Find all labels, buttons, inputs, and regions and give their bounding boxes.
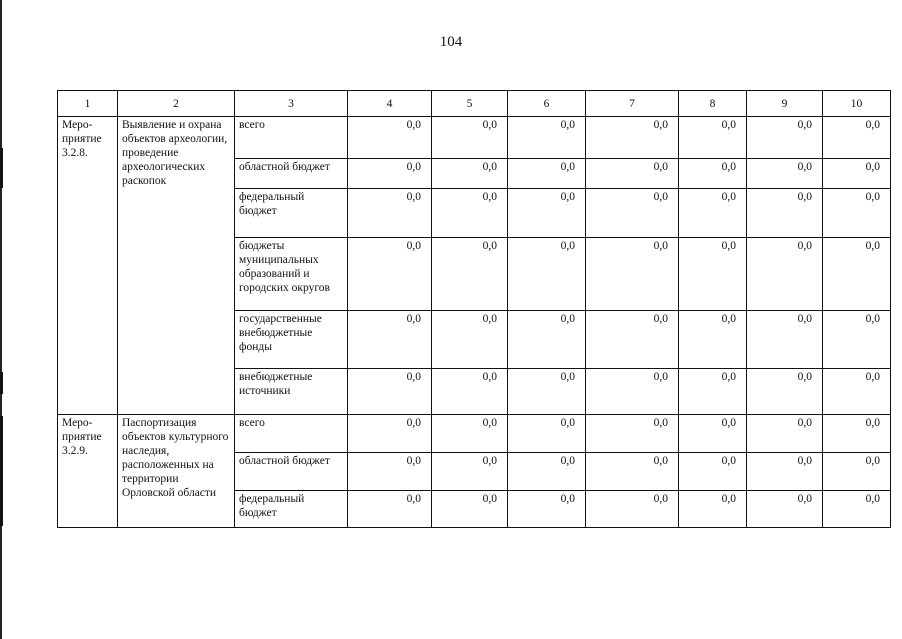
table-row xyxy=(58,117,891,159)
value-cell: 0,0 xyxy=(586,415,679,453)
value-cell: 0,0 xyxy=(586,238,679,311)
value-cell: 0,0 xyxy=(432,311,508,369)
value-cell: 0,0 xyxy=(823,415,891,453)
value-cell: 0,0 xyxy=(348,117,432,159)
value-cell: 0,0 xyxy=(348,491,432,528)
value-cell: 0,0 xyxy=(508,159,586,189)
activity-code-cell: Меро-приятие 3.2.8. xyxy=(58,117,118,415)
scan-edge-line xyxy=(0,0,2,639)
value-cell: 0,0 xyxy=(586,491,679,528)
value-cell: 0,0 xyxy=(508,238,586,311)
column-header: 1 xyxy=(58,91,118,117)
value-cell: 0,0 xyxy=(432,117,508,159)
activity-code-cell: Меро-приятие 3.2.9. xyxy=(58,415,118,528)
value-cell: 0,0 xyxy=(823,311,891,369)
value-cell: 0,0 xyxy=(508,369,586,415)
value-cell: 0,0 xyxy=(679,311,747,369)
value-cell: 0,0 xyxy=(586,311,679,369)
funding-source-cell: областной бюджет xyxy=(235,159,348,189)
value-cell: 0,0 xyxy=(747,453,823,491)
column-header: 6 xyxy=(508,91,586,117)
funding-source-cell: областной бюджет xyxy=(235,453,348,491)
table-body xyxy=(58,91,891,528)
table-row xyxy=(58,415,891,453)
value-cell: 0,0 xyxy=(586,117,679,159)
value-cell: 0,0 xyxy=(747,415,823,453)
column-header: 5 xyxy=(432,91,508,117)
value-cell: 0,0 xyxy=(348,415,432,453)
value-cell: 0,0 xyxy=(823,117,891,159)
column-header: 2 xyxy=(118,91,235,117)
column-header: 7 xyxy=(586,91,679,117)
funding-source-cell: всего xyxy=(235,117,348,159)
funding-source-cell: бюджеты муниципальных образований и городских округов xyxy=(235,238,348,311)
value-cell: 0,0 xyxy=(432,453,508,491)
value-cell: 0,0 xyxy=(348,238,432,311)
value-cell: 0,0 xyxy=(747,491,823,528)
value-cell: 0,0 xyxy=(679,159,747,189)
value-cell: 0,0 xyxy=(348,159,432,189)
value-cell: 0,0 xyxy=(348,311,432,369)
value-cell: 0,0 xyxy=(679,117,747,159)
value-cell: 0,0 xyxy=(586,453,679,491)
value-cell: 0,0 xyxy=(508,311,586,369)
value-cell: 0,0 xyxy=(747,369,823,415)
value-cell: 0,0 xyxy=(432,238,508,311)
value-cell: 0,0 xyxy=(679,491,747,528)
value-cell: 0,0 xyxy=(586,159,679,189)
activity-name-cell: Выявление и охрана объектов археологии, проведение археологических раскопок xyxy=(118,117,235,415)
value-cell: 0,0 xyxy=(679,415,747,453)
funding-source-cell: федеральный бюджет xyxy=(235,189,348,238)
table-header-row xyxy=(58,91,891,117)
value-cell: 0,0 xyxy=(747,311,823,369)
value-cell: 0,0 xyxy=(823,369,891,415)
value-cell: 0,0 xyxy=(348,453,432,491)
budget-table xyxy=(57,90,891,528)
value-cell: 0,0 xyxy=(508,117,586,159)
funding-source-cell: всего xyxy=(235,415,348,453)
value-cell: 0,0 xyxy=(823,189,891,238)
value-cell: 0,0 xyxy=(508,189,586,238)
value-cell: 0,0 xyxy=(508,491,586,528)
value-cell: 0,0 xyxy=(823,491,891,528)
value-cell: 0,0 xyxy=(586,189,679,238)
scan-mark xyxy=(0,416,3,526)
column-header: 3 xyxy=(235,91,348,117)
column-header: 4 xyxy=(348,91,432,117)
scan-mark xyxy=(0,148,3,188)
value-cell: 0,0 xyxy=(679,369,747,415)
value-cell: 0,0 xyxy=(508,415,586,453)
value-cell: 0,0 xyxy=(747,159,823,189)
funding-source-cell: федеральный бюджет xyxy=(235,491,348,528)
funding-source-cell: внебюджетные источники xyxy=(235,369,348,415)
value-cell: 0,0 xyxy=(508,453,586,491)
column-header: 10 xyxy=(823,91,891,117)
value-cell: 0,0 xyxy=(432,491,508,528)
value-cell: 0,0 xyxy=(823,159,891,189)
value-cell: 0,0 xyxy=(432,159,508,189)
value-cell: 0,0 xyxy=(747,117,823,159)
value-cell: 0,0 xyxy=(432,369,508,415)
value-cell: 0,0 xyxy=(679,453,747,491)
value-cell: 0,0 xyxy=(679,189,747,238)
funding-source-cell: государственные внебюджетные фонды xyxy=(235,311,348,369)
value-cell: 0,0 xyxy=(432,415,508,453)
value-cell: 0,0 xyxy=(432,189,508,238)
column-header: 8 xyxy=(679,91,747,117)
column-header: 9 xyxy=(747,91,823,117)
value-cell: 0,0 xyxy=(747,238,823,311)
value-cell: 0,0 xyxy=(747,189,823,238)
activity-name-cell: Паспортизация объектов культурного наследия, расположенных на территории Орловской области xyxy=(118,415,235,528)
value-cell: 0,0 xyxy=(679,238,747,311)
value-cell: 0,0 xyxy=(586,369,679,415)
scan-mark xyxy=(0,372,3,394)
value-cell: 0,0 xyxy=(823,453,891,491)
value-cell: 0,0 xyxy=(823,238,891,311)
page-number: 104 xyxy=(439,34,463,50)
value-cell: 0,0 xyxy=(348,189,432,238)
value-cell: 0,0 xyxy=(348,369,432,415)
